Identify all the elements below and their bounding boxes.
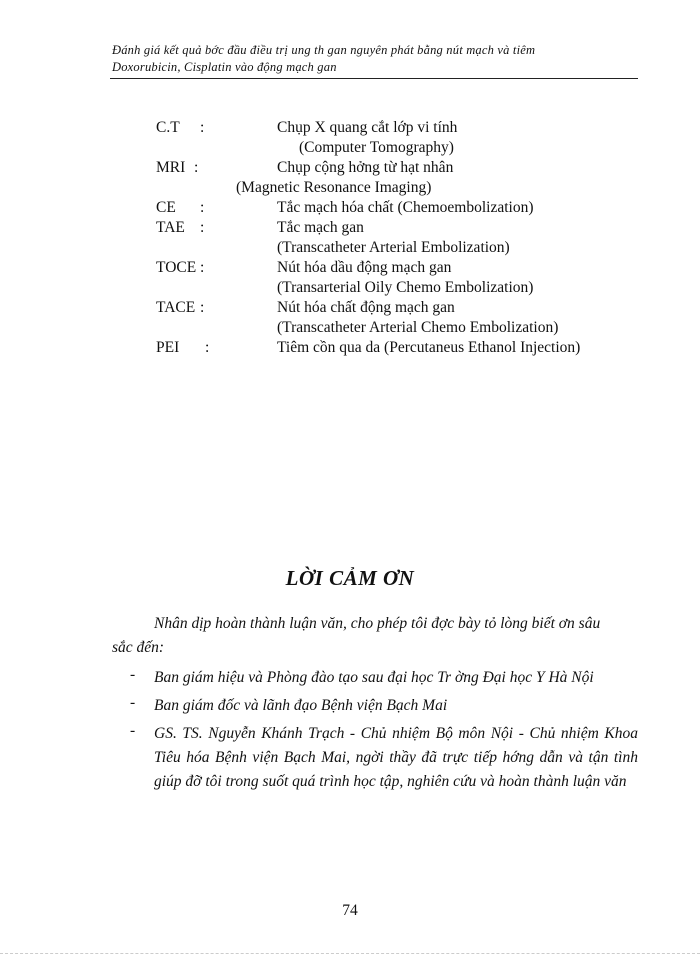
abbreviation-term: C.T bbox=[156, 119, 180, 136]
abbreviation-term: CE bbox=[156, 199, 176, 216]
abbreviation-colon: : bbox=[200, 299, 205, 316]
abbreviation-colon: : bbox=[194, 159, 199, 176]
abbreviation-definition: Tắc mạch gan bbox=[277, 219, 364, 236]
list-item-text: Ban giám đốc và lãnh đạo Bệnh viện Bạch Mai bbox=[154, 697, 448, 714]
abbreviation-colon: : bbox=[205, 339, 210, 356]
acknowledgement-title: LỜI CẢM ƠN bbox=[285, 566, 415, 590]
acknowledgement-body bbox=[112, 612, 638, 790]
abbreviation-definition: Chụp cộng hởng từ hạt nhân bbox=[277, 159, 454, 176]
abbreviation-definition: Nút hóa chất động mạch gan bbox=[277, 299, 455, 316]
abbreviation-definition-english: (Transcatheter Arterial Embolization) bbox=[277, 239, 510, 256]
list-bullet: - bbox=[130, 722, 136, 739]
abbreviation-definition-english: (Computer Tomography) bbox=[299, 139, 454, 156]
list-item-text: GS. TS. Nguyễn Khánh Trạch - Chủ nhiệm Bộ môn Nội - Chủ nhiệm Khoa Tiêu hóa Bệnh viện Bạch Mai, ngời thầy đã trực tiếp hớng dẫn và tận tình giúp đỡ tôi trong suốt quá trình học tập, nghiên cứu và hoàn thành luận văn bbox=[154, 725, 638, 790]
list-item-text: Ban giám hiệu và Phòng đào tạo sau đại học Tr ờng Đại học Y Hà Nội bbox=[154, 669, 594, 686]
intro-line-1: Nhân dịp hoàn thành luận văn, cho phép tôi đợc bày tỏ lòng biết ơn sâu bbox=[154, 615, 601, 632]
abbreviation-term: TACE bbox=[156, 299, 196, 316]
header-line-1: Đánh giá kết quả bớc đầu điều trị ung th gan nguyên phát bằng nút mạch và tiêm bbox=[112, 43, 536, 57]
abbreviation-definition-english: (Transarterial Oily Chemo Embolization) bbox=[277, 279, 534, 296]
abbreviation-definition: Tiêm cồn qua da (Percutaneus Ethanol Injection) bbox=[277, 339, 581, 356]
abbreviation-term: PEI bbox=[156, 339, 180, 356]
abbreviation-term: MRI bbox=[156, 159, 186, 176]
abbreviation-definition: Nút hóa dầu động mạch gan bbox=[277, 259, 452, 276]
abbreviation-term: TAE bbox=[156, 219, 185, 236]
abbreviation-definition: Tắc mạch hóa chất (Chemoembolization) bbox=[277, 199, 534, 216]
page-bottom-edge bbox=[0, 953, 700, 954]
intro-line-2: sắc đến: bbox=[112, 639, 165, 656]
abbreviation-colon: : bbox=[200, 119, 205, 136]
header-line-2: Doxorubicin, Cisplatin vào động mạch gan bbox=[112, 60, 337, 74]
list-bullet: - bbox=[130, 666, 136, 683]
acknowledgement-intro bbox=[112, 612, 638, 660]
abbreviation-colon: : bbox=[200, 199, 205, 216]
page-number: 74 bbox=[342, 902, 358, 919]
abbreviation-definition-english: (Magnetic Resonance Imaging) bbox=[236, 179, 432, 196]
list-bullet: - bbox=[130, 694, 136, 711]
abbreviation-definition-english: (Transcatheter Arterial Chemo Embolization) bbox=[277, 319, 559, 336]
abbreviation-definition: Chụp X quang cắt lớp vi tính bbox=[277, 119, 458, 136]
abbreviation-colon: : bbox=[200, 259, 205, 276]
abbreviation-colon: : bbox=[200, 219, 205, 236]
abbreviation-term: TOCE bbox=[156, 259, 197, 276]
running-header bbox=[112, 42, 638, 76]
header-rule bbox=[110, 78, 638, 79]
